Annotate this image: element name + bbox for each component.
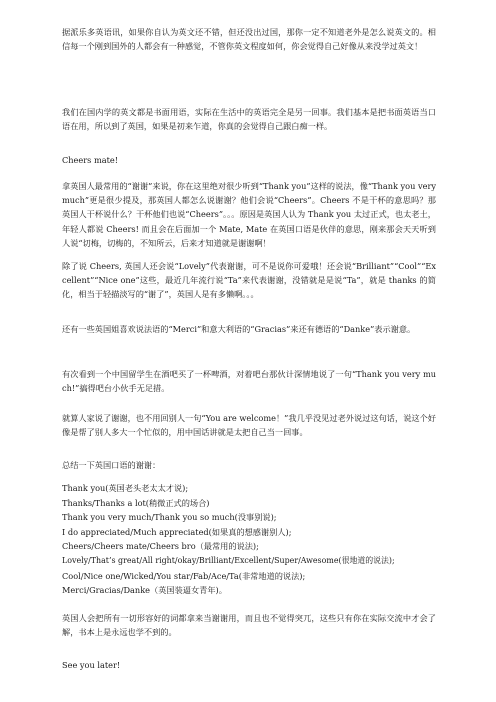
- youre-welcome-paragraph: 就算人家说了谢谢，也不用回别人一句“You are welcome！”我几乎没见过老外说过这句话，说这个好像是帮了别人多大一个忙似的，用中国话讲就是太把自己当一回事。: [62, 413, 436, 438]
- alternatives-paragraph: 除了说 Cheers, 英国人还会说“Lovely”代表谢谢，可不是说你可爱哦！还会说“Brilliant”“Cool”“Excellent”“Nice one”这些，最近几年流行说“Ta”来代表谢谢，没错就是是说“Ta”，就是 thanks 的简化，相当于轻描淡写的“谢了”，英国人是有多懒啊。。。: [62, 261, 436, 300]
- sign-off: See you later!: [62, 660, 121, 670]
- thanks-expression-list: [62, 481, 436, 598]
- summary-heading: 总结一下英国口语的谢谢：: [62, 460, 161, 470]
- section-heading-cheers-mate: Cheers mate!: [62, 155, 119, 165]
- cheers-explanation-paragraph: 拿英国人最常用的“谢谢”来说，你在这里绝对很少听到“Thank you”这样的说法，像“Thank you very much”更是很少提及，那英国人都怎么说谢谢？他们会说“Cheers”。Cheers 不是干杯的意思吗？那英国人干杯说什么？干杯他们也说“Cheers”。。。原因是英国人认为 Thank you 太过正式，也太老土，年轻人都说 Cheers! 而且会在后面加一个 Mate, Mate 在英国口语是伙伴的意思，刚来那会天天听到人说“切梅，切梅的，不知所云，后来才知道就是谢谢啊！: [62, 181, 436, 248]
- written-vs-spoken-paragraph: 我们在国内学的英文都是书面用语，实际在生活中的英语完全是另一回事。我们基本是把书面英语当口语在用，所以到了英国，如果是初来乍道，你真的会觉得自己跟白痴一样。: [62, 107, 436, 132]
- list-item: Lovely/That’s great/All right/okay/Brilliant/Excellent/Super/Awesome(很地道的说法);: [62, 555, 395, 565]
- list-item: Merci/Gracias/Danke（英国装逼女青年)。: [62, 585, 227, 596]
- closing-paragraph: 英国人会把所有一切形容好的词都拿来当谢谢用，而且也不觉得突兀，这些只有你在实际交流中才会了解，书本上是永远也学不到的。: [62, 613, 436, 638]
- foreign-words-paragraph: 还有一些英国姐喜欢说法语的“Merci”和意大利语的“Gracias”来还有德语的“Danke”表示谢意。: [62, 324, 416, 334]
- intro-paragraph: 据派乐多英语讯，如果你自认为英文还不错，但还没出过国，那你一定不知道老外是怎么说英文的。相信每一个刚到国外的人都会有一种感觉，不管你英文程度如何，你会觉得自己好像从来没学过英文！: [62, 27, 436, 52]
- list-item: Cheers/Cheers mate/Cheers bro（最常用的说法);: [62, 541, 259, 552]
- pub-anecdote-paragraph: 有次看到一个中国留学生在酒吧买了一杯啤酒，对着吧台那伙计深情地说了一句“Thank you very much!”搞得吧台小伙手无足措。: [62, 369, 436, 394]
- list-item: Thank you very much/Thank you so much(没事别说);: [62, 512, 277, 523]
- list-item: Thanks/Thanks a lot(稍微正式的场合): [62, 497, 210, 508]
- list-item: Thank you(英国老头老太太才说);: [62, 483, 189, 493]
- list-item: I do appreciated/Much appreciated(如果真的想感谢别人);: [62, 526, 292, 537]
- list-item: Cool/Nice one/Wicked/You star/Fab/Ace/Ta(非常地道的说法);: [62, 570, 306, 581]
